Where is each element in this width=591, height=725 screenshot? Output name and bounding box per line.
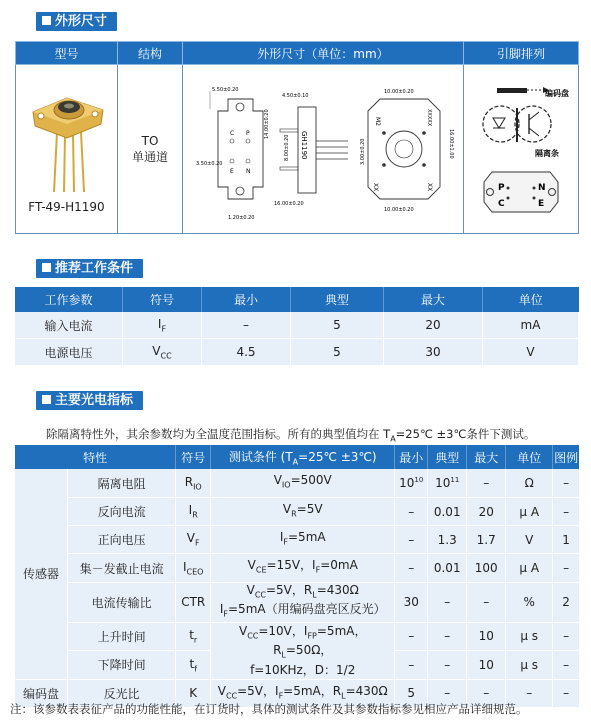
pinout-cell [464,65,579,234]
dim-d10: 16.00±1.00 [448,129,454,159]
group-label-encoder: 编码盘 [15,679,68,707]
spec-max: 100 [467,554,506,583]
spec-header-max: 最大 [467,445,506,469]
spec-min: $10^{10}$ [395,469,428,498]
group-label-sensor: 传感器 [15,469,68,679]
dim-d5: 8.00±0.20 [284,134,290,161]
spec-name: 隔离电阻 [68,469,176,498]
encoder-label: 编码盘 [545,89,569,98]
spec-header-typ: 典型 [428,445,467,469]
table-row [15,339,579,366]
spec-name: 上升时间 [68,622,176,650]
table-row [15,469,579,498]
cond-unit: V [483,339,579,366]
spec-max: 10 [467,622,506,650]
spec-max: 10 [467,650,506,679]
text-m2: M2 [374,117,381,126]
header-dimensions: 外形尺寸（单位：mm） [183,42,464,65]
pin-n: N [538,183,546,193]
spec-max: – [467,583,506,623]
spec-typ: $10^{11}$ [428,469,467,498]
spec-condition: $V_{IO}=500V$ [211,469,395,498]
cond-max: 20 [384,312,483,339]
table-row [15,583,579,623]
part-marking: GH1190 [300,131,308,160]
spec-unit: μ s [506,622,553,650]
cond-param: 输入电流 [15,312,123,339]
outline-table [15,41,579,234]
cond-typ: 5 [291,339,384,366]
spec-typ: 1.3 [428,526,467,554]
spec-condition: $V_R=5V$ [211,498,395,526]
text-xx-left: XX [372,183,379,192]
dimension-drawing-cell [183,65,464,234]
pin-e: E [538,199,545,209]
spec-min: – [395,526,428,554]
spec-header-characteristic: 特性 [15,445,176,469]
spec-header-figure: 图例 [553,445,579,469]
pin-c: C [498,199,505,209]
table-row [15,622,579,650]
pin-label-c: C [230,130,235,137]
spec-unit: μ s [506,650,553,679]
spec-header-unit: 单位 [506,445,553,469]
spec-typ: 0.01 [428,554,467,583]
header-model: 型号 [16,42,118,65]
spec-figure: 2 [553,583,579,623]
pinout-schematic [471,82,571,162]
spec-condition: $V_{CC}=10V$，$I_{FP}=5mA$， $R_L=50\Omega$， f=10KHz，D：1/2 [211,622,395,679]
spec-symbol: $R_{IO}$ [176,469,211,498]
cond-min: 4.5 [202,339,291,366]
spec-figure: – [553,650,579,679]
spec-header-min: 最小 [395,445,428,469]
section-title-specs: 主要光电指标 [36,391,143,410]
spec-figure: – [553,622,579,650]
spec-figure: 1 [553,526,579,554]
spec-name: 电流传输比 [68,583,176,623]
spec-max: – [467,469,506,498]
cond-header-unit: 单位 [483,287,579,312]
cond-header-max: 最大 [384,287,483,312]
conditions-table [15,287,579,366]
section-title-outline: 外形尺寸 [36,12,117,31]
spec-min: 30 [395,583,428,623]
spec-symbol: $t_r$ [176,622,211,650]
spec-symbol: $t_f$ [176,650,211,679]
dimension-drawing [188,69,458,229]
dim-d6: 10.00±0.20 [384,89,414,95]
spec-figure: – [553,554,579,583]
spec-symbol: $I_{CEO}$ [176,554,211,583]
spec-max: 20 [467,498,506,526]
spec-typ: 0.01 [428,498,467,526]
spec-name: 下降时间 [68,650,176,679]
text-xx-right: XX [426,183,433,192]
spec-condition: $V_{CC}=5V$，$I_F=5mA$，$R_L=430\Omega$ [211,679,395,707]
cond-unit: mA [483,312,579,339]
cond-min: – [202,312,291,339]
table-row [15,498,579,526]
spec-typ: – [428,622,467,650]
spec-unit: μ A [506,498,553,526]
spec-min: – [395,650,428,679]
spec-symbol: $V_F$ [176,526,211,554]
dim-d3: 14.00±0.20 [264,109,270,139]
structure-type: TO [141,133,159,148]
spec-symbol: K [176,679,211,707]
spec-name: 正向电压 [68,526,176,554]
structure-cell [118,65,183,234]
spec-name: 反光比 [68,679,176,707]
table-row [15,312,579,339]
cond-header-param: 工作参数 [15,287,123,312]
spec-figure: – [553,469,579,498]
footer-note: 注：该参数表表征产品的功能性能，在订货时，具体的测试条件及其参数指标参见相应产品详细规范。 [10,702,528,716]
spec-min: – [395,498,428,526]
section-title-conditions: 推荐工作条件 [36,259,143,278]
spec-unit: Ω [506,469,553,498]
isolator-label: 隔离条 [535,149,559,158]
dim-d1: 3.50±0.20 [196,161,223,167]
spec-condition: $V_{CC}=5V$，$R_L=430\Omega$ $I_F=5mA$（用编码盘亮区反光） [211,583,395,623]
dim-d2: 5.50±0.20 [212,87,239,93]
pin-label-p: P [246,130,250,137]
dim-d8: 16.00±0.20 [274,201,304,207]
pin-label-n: N [246,168,251,175]
spec-condition: $V_{CE}=15V$，$I_F=0mA$ [211,554,395,583]
header-structure: 结构 [118,42,183,65]
structure-channel: 单通道 [131,149,168,164]
spec-unit: – [506,679,553,707]
spec-symbol: $I_R$ [176,498,211,526]
spec-condition: $I_F=5mA$ [211,526,395,554]
spec-header-symbol: 符号 [176,445,211,469]
header-pinout: 引脚排列 [464,42,579,65]
table-row [15,554,579,583]
cond-typ: 5 [291,312,384,339]
spec-min: – [395,554,428,583]
spec-figure: – [553,679,579,707]
spec-name: 集－发截止电流 [68,554,176,583]
specs-table [15,445,579,708]
model-cell [16,65,118,234]
specs-note: 除隔离特性外，其余参数均为全温度范围指标。所有的典型值均在 $T_A=25℃$ ±3℃条件下测试。 [46,427,536,444]
spec-unit: μ A [506,554,553,583]
pin-layout-diagram [476,168,566,216]
pin-label-e: E [230,168,234,175]
model-name: FT-49-H1190 [28,200,105,214]
spec-typ: – [428,583,467,623]
spec-figure: – [553,498,579,526]
cond-max: 30 [384,339,483,366]
dim-d11: 3.00±0.20 [360,138,366,165]
dim-d9: 10.00±0.20 [384,207,414,213]
cond-symbol: $V_{CC}$ [123,339,202,366]
spec-symbol: CTR [176,583,211,623]
cond-header-symbol: 符号 [123,287,202,312]
spec-typ: – [428,679,467,707]
dim-d7: 1.20±0.20 [228,215,255,221]
cond-header-min: 最小 [202,287,291,312]
spec-max: – [467,679,506,707]
pin-p: P [498,183,505,193]
spec-max: 1.7 [467,526,506,554]
spec-name: 反向电流 [68,498,176,526]
spec-unit: % [506,583,553,623]
cond-header-typ: 典型 [291,287,384,312]
device-photo [27,84,107,194]
spec-typ: – [428,650,467,679]
table-row [15,526,579,554]
cond-symbol: $I_F$ [123,312,202,339]
text-xxxxx: XXXXX [426,109,432,127]
spec-min: – [395,622,428,650]
dim-d4: 4.50±0.10 [282,93,309,99]
spec-unit: V [506,526,553,554]
spec-min: 5 [395,679,428,707]
spec-header-condition: 测试条件 ($T_A=25℃$ ±3℃) [211,445,395,469]
cond-param: 电源电压 [15,339,123,366]
